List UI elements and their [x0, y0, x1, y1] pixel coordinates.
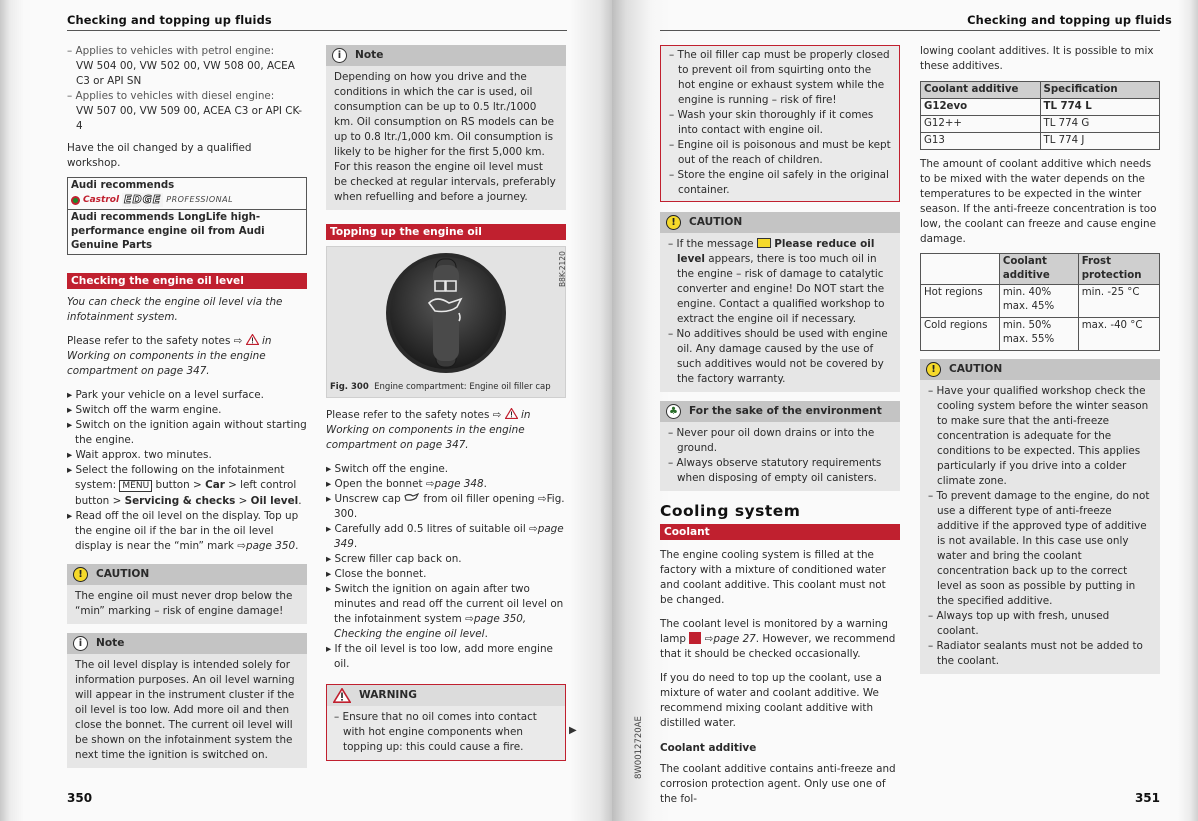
spec-petrol-label: – Applies to vehicles with petrol engine:	[67, 45, 275, 57]
left-column-2	[326, 45, 566, 769]
note-box	[67, 633, 307, 768]
document-code: 8W0012720AE	[634, 716, 644, 779]
caution-icon: !	[666, 215, 681, 230]
safety-prefix: Please refer to the safety notes ⇨	[67, 335, 243, 347]
note-text: Depending on how you drive and the conditions in which the car is used, oil consumption can be up to 0.5 ltr./1000 km. Oil consumption on RS models can be up to 0.8 ltr./1,000 km. Oil consumption is likely to be higher for the first 5,000 km. For this reason the engine oil level must be checked at regular intervals, preferably when refuelling and before a journey.	[334, 71, 556, 203]
step-item: ▸ Carefully add 0.5 litres of suitable oil ⇨page 349.	[326, 523, 564, 550]
continue-arrow-icon: ▶	[569, 725, 577, 736]
caution-item: – No additives should be used with engine oil. Any damage caused by the use of such additives would not be covered by the factory warranty.	[668, 328, 888, 385]
step-item: ▸ Close the bonnet.	[326, 568, 427, 580]
castrol-brand: Castrol	[83, 195, 120, 205]
step-item: ▸ Switch off the warm engine.	[67, 404, 222, 416]
figure-300	[326, 246, 566, 398]
menu-key-label: MENU	[119, 480, 152, 492]
info-icon: i	[73, 636, 88, 651]
header-rule	[67, 30, 567, 31]
caution-text: The engine oil must never drop below the “min” marking – risk of engine damage!	[75, 590, 293, 617]
warning-triangle-icon	[246, 334, 259, 345]
page-header: Checking and topping up fluids	[67, 13, 272, 27]
table-header: Specification	[1040, 82, 1160, 99]
oil-change-text: Have the oil changed by a qualified workshop.	[67, 142, 252, 169]
note-box-header: i Note	[326, 45, 566, 66]
coolant-para-4: The coolant additive contains anti-freeze and corrosion protection agent. Only use one of the fol-	[660, 763, 896, 805]
section-title-check-oil: Checking the engine oil level	[67, 273, 307, 289]
spec-petrol-value: VW 504 00, VW 502 00, VW 508 00, ACEA C3 or API SN	[76, 60, 295, 87]
warning-triangle-icon	[333, 688, 351, 703]
safety-ref-paragraph	[67, 334, 307, 379]
environment-box-header: ♣ For the sake of the environment	[660, 401, 900, 422]
additives-intro: lowing coolant additives. It is possible to mix these additives.	[920, 45, 1154, 72]
caution-box	[67, 564, 307, 624]
info-icon: i	[332, 48, 347, 63]
table-row: Cold regions min. 50% max. 55% max. -40 °C	[921, 318, 1160, 351]
coolant-warning-lamp-icon	[689, 632, 701, 644]
check-oil-intro: You can check the engine oil level via the infotainment system.	[67, 296, 283, 323]
warning-text: – Ensure that no oil comes into contact with hot engine components when topping up: this could cause a fire.	[334, 711, 537, 753]
note-box-header: i Note	[67, 633, 307, 654]
caution-box-header: ! CAUTION	[660, 212, 900, 233]
oil-level-warning-icon	[757, 238, 771, 248]
table-row: G13 TL 774 J	[921, 133, 1160, 150]
edge-sub: PROFESSIONAL	[166, 195, 234, 204]
environment-item: – Never pour oil down drains or into the ground.	[668, 427, 875, 454]
additive-amount-para: The amount of coolant additive which needs to be mixed with the water depends on the temperatures to be expected in the winter season. If the anti-freeze concentration is too low, the coolant can freeze and cause engine damage.	[920, 158, 1157, 245]
table-header: Coolant additive	[999, 254, 1078, 285]
table-header	[921, 254, 1000, 285]
right-page	[612, 0, 1198, 821]
caution-icon: !	[73, 567, 88, 582]
page-number-right: 351	[1134, 791, 1160, 805]
caution-box-oil	[660, 212, 900, 392]
recommend-table	[67, 177, 307, 255]
topup-steps	[326, 462, 566, 672]
coolant-para-2: The coolant level is monitored by a warning lamp ⇨page 27. However, we recommend that it should be checked occasionally.	[660, 618, 896, 660]
table-row: Hot regions min. 40% max. 45% min. -25 °C	[921, 285, 1160, 318]
cooling-system-title: Cooling system	[660, 502, 801, 520]
step-item: ▸ Park your vehicle on a level surface.	[67, 389, 264, 401]
safety-ref-paragraph-2: Please refer to the safety notes ⇨ in Working on components in the engine compartment on page 347.	[326, 409, 531, 451]
step-item: ▸ Switch on the ignition again without starting the engine.	[67, 419, 307, 446]
recommend-title: Audi recommends	[71, 180, 175, 191]
step-item: ▸ Open the bonnet ⇨page 348.	[326, 478, 487, 490]
recommend-longlife: Audi recommends LongLife high-performance engine oil from Audi Genuine Parts	[68, 210, 307, 255]
step-item: ▸ If the oil level is too low, add more engine oil.	[326, 643, 553, 670]
coolant-additive-title: Coolant additive	[660, 742, 757, 754]
caution-item: – Have your qualified workshop check the cooling system before the winter season to make sure that the anti-freeze concentration is adequate for the conditions to be expected. This applies particularly if you drive into a colder climate zone.	[928, 385, 1149, 487]
safety-ref-link[interactable]: in Working on components in the engine compartment on page 347.	[67, 335, 272, 377]
check-oil-steps	[67, 388, 307, 554]
coolant-para-1: The engine cooling system is filled at the factory with a mixture of conditioned water and coolant additive. This coolant must not be changed.	[660, 549, 886, 606]
caution-item: – To prevent damage to the engine, do not use a different type of anti-freeze additive if the approved type of additive is not available. In this case use only water and bring the coolant concentration back up to the correct level as soon as possible by putting in the specified additive.	[928, 490, 1150, 607]
warning-item: – Store the engine oil safely in the original container.	[669, 169, 889, 196]
oil-can-icon	[404, 493, 420, 502]
step-item: ▸ Read off the oil level on the display. Top up the engine oil if the bar in the oil level display is near the “min” mark ⇨page 350.	[67, 510, 299, 552]
table-header: Coolant additive	[921, 82, 1041, 99]
table-row: G12++ TL 774 G	[921, 116, 1160, 133]
environment-box	[660, 401, 900, 491]
warning-box	[326, 684, 566, 761]
coolant-para-3: If you do need to top up the coolant, use a mixture of water and coolant additive. We recommend mixing coolant additive with distilled water.	[660, 672, 882, 729]
caution-item: – Always top up with fresh, unused coolant.	[928, 610, 1110, 637]
additive-spec-table	[920, 81, 1160, 150]
step-item: ▸ Unscrew cap from oil filler opening ⇨Fig. 300.	[326, 493, 565, 520]
frost-protection-table	[920, 253, 1160, 351]
note-text: The oil level display is intended solely for information purposes. An oil level warning will appear in the instrument cluster if the oil level is too low. Add more oil and then close the bonnet. The current oil level will be shown on the infotainment system the next time the ignition is switched on.	[75, 659, 295, 761]
spec-diesel-value: VW 507 00, VW 509 00, ACEA C3 or API CK-4	[76, 105, 303, 132]
edge-brand: EDGE	[124, 193, 162, 206]
step-item: ▸ Switch the ignition on again after two minutes and read off the current oil level on the infotainment system ⇨page 350, Checking the engine oil level.	[326, 583, 564, 640]
caution-box-coolant	[920, 359, 1160, 674]
step-item: ▸ Wait approx. two minutes.	[67, 449, 212, 461]
page-number-left: 350	[67, 791, 93, 805]
warning-item: – The oil filler cap must be properly closed to prevent oil from squirting onto the hot engine or exhaust system while the engine is running – risk of fire!	[669, 49, 890, 106]
header-rule	[660, 30, 1160, 31]
safety-ref-link[interactable]: in Working on components in the engine compartment on page 347.	[326, 409, 531, 451]
castrol-logo	[71, 193, 303, 207]
right-column-2	[920, 44, 1160, 682]
figure-caption: Fig. 300 Engine compartment: Engine oil filler cap	[330, 382, 551, 392]
oil-filler-cap-image	[327, 247, 565, 379]
warning-item: – Engine oil is poisonous and must be kept out of the reach of children.	[669, 139, 891, 166]
caution-item: – Radiator sealants must not be added to the coolant.	[928, 640, 1143, 667]
caution-icon: !	[926, 362, 941, 377]
right-column-1	[660, 45, 900, 807]
section-title-topup-oil: Topping up the engine oil	[326, 224, 566, 240]
step-item: ▸ Switch off the engine.	[326, 463, 449, 475]
figure-code: B8K-2120	[558, 251, 567, 287]
warning-box-header: WARNING	[327, 685, 565, 706]
environment-item: – Always observe statutory requirements when disposing of empty oil canisters.	[668, 457, 882, 484]
table-row: G12evo TL 774 L	[921, 99, 1160, 116]
note-box-consumption	[326, 45, 566, 210]
page-ref-link[interactable]: page 350	[245, 540, 296, 552]
warning-triangle-icon	[505, 408, 518, 419]
page-ref-link[interactable]: page 27	[713, 633, 756, 645]
step-item: ▸ Screw filler cap back on.	[326, 553, 462, 565]
warning-continued-box	[660, 45, 900, 202]
environment-tree-icon: ♣	[666, 404, 681, 419]
caution-box-header: ! CAUTION	[67, 564, 307, 585]
section-title-coolant: Coolant	[660, 524, 900, 540]
step-item-menu: ▸ Select the following on the infotainment system: MENU button > Car > left control button > Servicing & checks > Oil level.	[67, 464, 302, 507]
castrol-emblem-icon	[71, 196, 80, 205]
caution-item: – If the message Please reduce oil level appears, there is too much oil in the engine – risk of damage to catalytic converter and engine! Do NOT start the engine. Contact a qualified workshop to extract the engine oil if necessary.	[668, 238, 885, 325]
page-header: Checking and topping up fluids	[967, 13, 1172, 27]
caution-box-header: ! CAUTION	[920, 359, 1160, 380]
warning-item: – Wash your skin thoroughly if it comes into contact with engine oil.	[669, 109, 874, 136]
table-header: Frost protection	[1078, 254, 1159, 285]
spec-diesel-label: – Applies to vehicles with diesel engine:	[67, 90, 275, 102]
left-column-1	[67, 44, 307, 776]
